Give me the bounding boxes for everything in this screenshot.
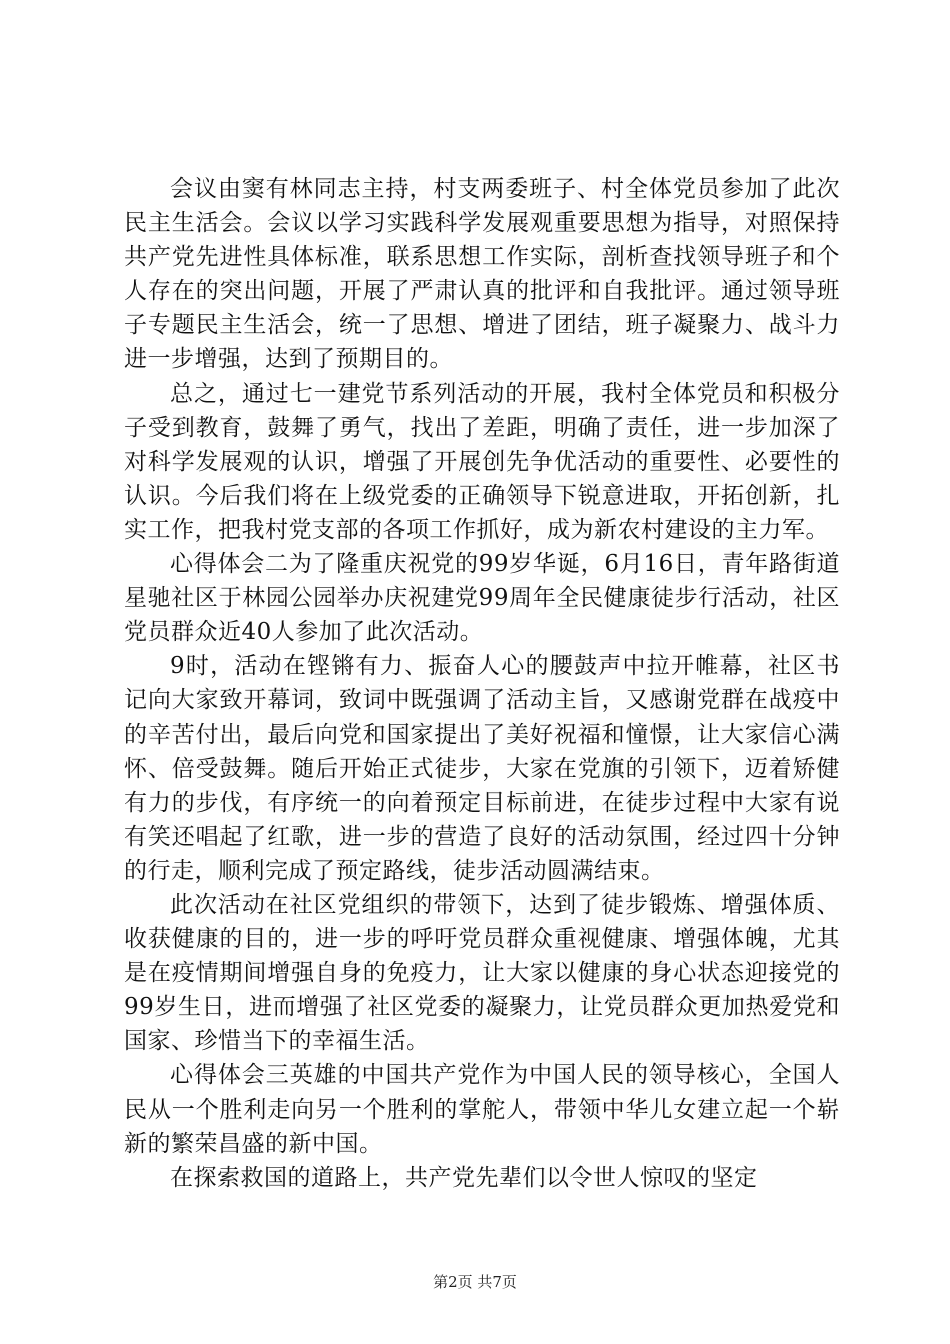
document-body [124,172,840,1195]
paragraph-1: 会议由窦有林同志主持，村支两委班子、村全体党员参加了此次民主生活会。会议以学习实践科学发展观重要思想为指导，对照保持共产党先进性具体标准，联系思想工作实际，剖析查找领导班子和个人存在的突出问题，开展了严肃认真的批评和自我批评。通过领导班子专题民主生活会，统一了思想、增进了团结，班子凝聚力、战斗力进一步增强，达到了预期目的。 [124,176,840,373]
paragraph-7: 在探索救国的道路上，共产党先辈们以令世人惊叹的坚定 [170,1164,758,1191]
paragraph-5: 此次活动在社区党组织的带领下，达到了徒步锻炼、增强体质、收获健康的目的，进一步的呼吁党员群众重视健康、增强体魄，尤其是在疫情期间增强自身的免疫力，让大家以健康的身心状态迎接党的99岁生日，进而增强了社区党委的凝聚力，让党员群众更加热爱党和国家、珍惜当下的幸福生活。 [124,891,840,1055]
paragraph-3: 心得体会二为了隆重庆祝党的99岁华诞，6月16日，青年路街道星驰社区于林园公园举办庆祝建党99周年全民健康徒步行活动，社区党员群众近40人参加了此次活动。 [124,551,840,646]
paragraph-6: 心得体会三英雄的中国共产党作为中国人民的领导核心，全国人民从一个胜利走向另一个胜利的掌舵人，带领中华儿女建立起一个崭新的繁荣昌盛的新中国。 [124,1062,840,1157]
paragraph-4: 9时，活动在铿锵有力、振奋人心的腰鼓声中拉开帷幕，社区书记向大家致开幕词，致词中既强调了活动主旨，又感谢党群在战疫中的辛苦付出，最后向党和国家提出了美好祝福和憧憬，让大家信心满怀、倍受鼓舞。随后开始正式徒步，大家在党旗的引领下，迈着矫健有力的步伐，有序统一的向着预定目标前进，在徒步过程中大家有说有笑还唱起了红歌，进一步的营造了良好的活动氛围，经过四十分钟的行走，顺利完成了预定路线，徒步活动圆满结束。 [124,653,840,884]
page-number-footer: 第2页 共7页 [433,1273,517,1291]
paragraph-2: 总之，通过七一建党节系列活动的开展，我村全体党员和积极分子受到教育，鼓舞了勇气，找出了差距，明确了责任，进一步加深了对科学发展观的认识，增强了开展创先争优活动的重要性、必要性的认识。今后我们将在上级党委的正确领导下锐意进取，开拓创新，扎实工作，把我村党支部的各项工作抓好，成为新农村建设的主力军。 [124,380,840,543]
